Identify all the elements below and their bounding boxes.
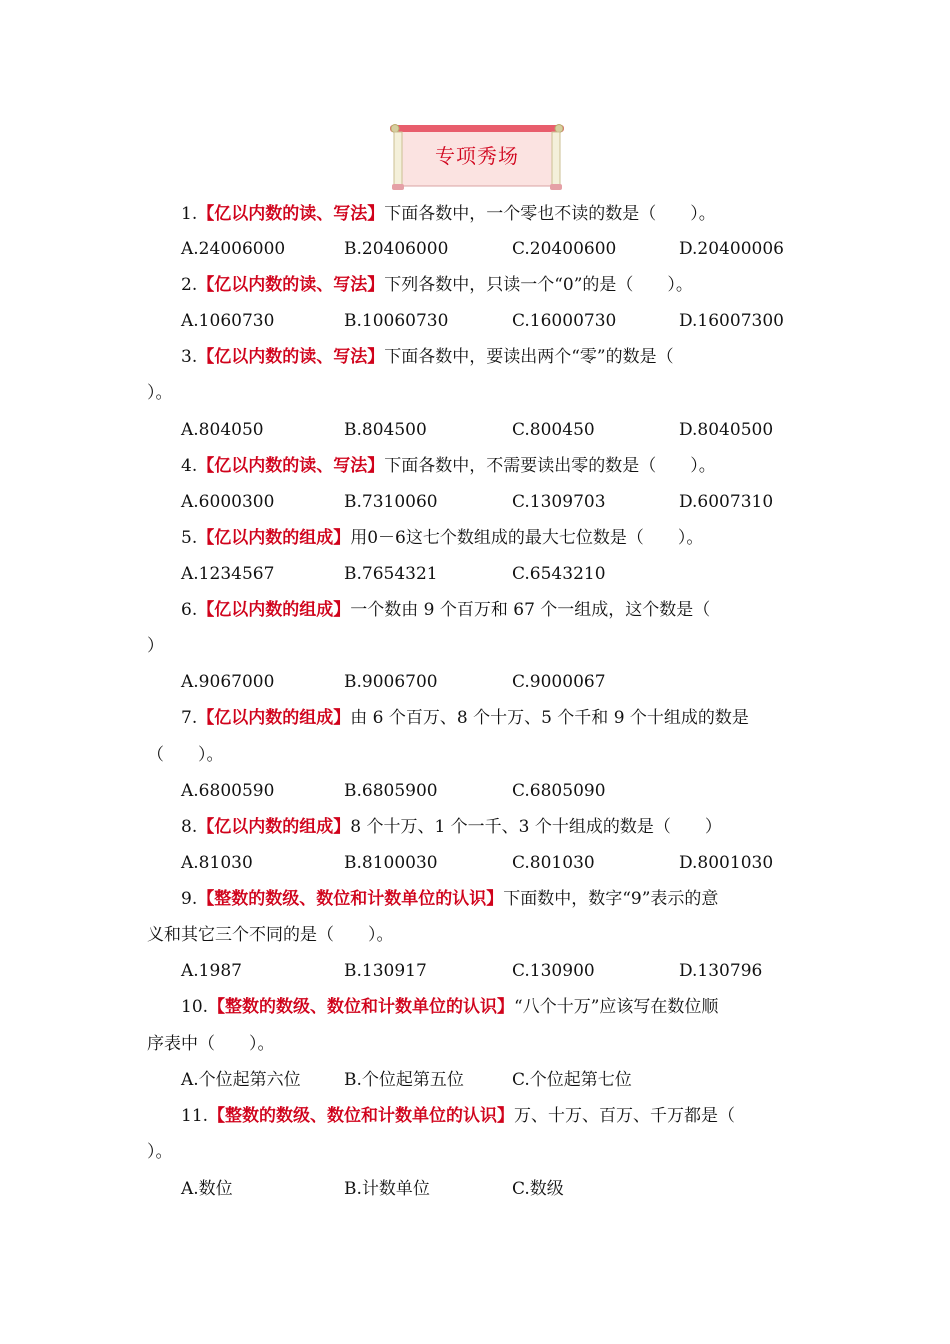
option-d: D.8040500 [679, 420, 774, 440]
options-7 [0, 773, 950, 809]
option-a: A.1234567 [181, 564, 275, 584]
option-a: A.数位 [181, 1179, 233, 1199]
option-b: B.7654321 [344, 564, 438, 584]
option-a: A.个位起第六位 [181, 1070, 301, 1090]
option-c: C.800450 [512, 420, 595, 440]
question-1: 1.【亿以内数的读、写法】下面各数中，一个零也不读的数是（ ）。 [181, 204, 716, 224]
option-b: B.6805900 [344, 781, 438, 801]
option-c: C.个位起第七位 [512, 1070, 632, 1090]
option-a: A.81030 [181, 853, 253, 873]
option-c: C.801030 [512, 853, 595, 873]
option-b: B.计数单位 [344, 1179, 430, 1199]
question-3-continued: ）。 [147, 383, 173, 403]
question-tag: 【亿以内数的组成】 [197, 600, 351, 620]
question-tag: 【亿以内数的读、写法】 [197, 347, 385, 367]
options-1 [0, 231, 950, 267]
option-c: C.20400600 [512, 239, 617, 259]
option-b: B.个位起第五位 [344, 1070, 464, 1090]
option-b: B.130917 [344, 961, 427, 981]
option-c: C.16000730 [512, 311, 617, 331]
options-6 [0, 664, 950, 700]
option-d: D.8001030 [679, 853, 774, 873]
options-10 [0, 1062, 950, 1098]
option-b: B.8100030 [344, 853, 438, 873]
options-2 [0, 303, 950, 339]
question-4: 4.【亿以内数的读、写法】下面各数中，不需要读出零的数是（ ）。 [181, 456, 716, 476]
options-8 [0, 845, 950, 881]
option-c: C.9000067 [512, 672, 606, 692]
question-7: 7.【亿以内数的组成】由 6 个百万、8 个十万、5 个千和 9 个十组成的数是 [181, 708, 749, 728]
option-a: A.804050 [181, 420, 264, 440]
option-d: D.6007310 [679, 492, 774, 512]
question-11: 11.【整数的数级、数位和计数单位的认识】万、十万、百万、千万都是（ [181, 1106, 736, 1126]
option-a: A.9067000 [181, 672, 275, 692]
question-2: 2.【亿以内数的读、写法】下列各数中，只读一个“0”的是（ ）。 [181, 275, 693, 295]
option-d: D.130796 [679, 961, 763, 981]
option-c: C.6805090 [512, 781, 606, 801]
option-a: A.1060730 [181, 311, 275, 331]
option-c: C.1309703 [512, 492, 606, 512]
option-c: C.130900 [512, 961, 595, 981]
options-3 [0, 412, 950, 448]
option-b: B.804500 [344, 420, 427, 440]
question-7-continued: （ ）。 [147, 745, 224, 765]
question-tag: 【亿以内数的组成】 [197, 708, 351, 728]
question-tag: 【整数的数级、数位和计数单位的认识】 [208, 1106, 515, 1126]
option-b: B.7310060 [344, 492, 438, 512]
question-tag: 【亿以内数的组成】 [197, 817, 351, 837]
section-banner [388, 122, 566, 194]
question-10-continued: 序表中（ ）。 [147, 1034, 275, 1054]
question-10: 10.【整数的数级、数位和计数单位的认识】“八个十万”应该写在数位顺 [181, 997, 719, 1017]
question-9: 9.【整数的数级、数位和计数单位的认识】下面数中，数字“9”表示的意 [181, 889, 719, 909]
question-tag: 【亿以内数的读、写法】 [197, 204, 385, 224]
option-b: B.20406000 [344, 239, 449, 259]
option-d: D.16007300 [679, 311, 784, 331]
option-a: A.6000300 [181, 492, 275, 512]
question-3: 3.【亿以内数的读、写法】下面各数中，要读出两个“零”的数是（ [181, 347, 674, 367]
question-tag: 【亿以内数的组成】 [197, 528, 351, 548]
options-9 [0, 953, 950, 989]
question-tag: 【整数的数级、数位和计数单位的认识】 [208, 997, 515, 1017]
banner-title: 专项秀场 [435, 144, 519, 168]
option-d: D.20400006 [679, 239, 784, 259]
question-tag: 【亿以内数的读、写法】 [197, 456, 385, 476]
question-6: 6.【亿以内数的组成】一个数由 9 个百万和 67 个一组成，这个数是（ [181, 600, 711, 620]
options-11 [0, 1171, 950, 1207]
question-tag: 【亿以内数的读、写法】 [197, 275, 385, 295]
question-6-continued: ） [147, 636, 164, 656]
option-c: C.数级 [512, 1179, 564, 1199]
option-b: B.10060730 [344, 311, 449, 331]
options-5 [0, 556, 950, 592]
question-11-continued: ）。 [147, 1142, 173, 1162]
question-tag: 【整数的数级、数位和计数单位的认识】 [197, 889, 504, 909]
options-4 [0, 484, 950, 520]
option-a: A.6800590 [181, 781, 275, 801]
question-9-continued: 义和其它三个不同的是（ ）。 [147, 925, 394, 945]
option-c: C.6543210 [512, 564, 606, 584]
question-5: 5.【亿以内数的组成】用0－6这七个数组成的最大七位数是（ ）。 [181, 528, 704, 548]
option-a: A.24006000 [181, 239, 286, 259]
option-b: B.9006700 [344, 672, 438, 692]
question-8: 8.【亿以内数的组成】8 个十万、1 个一千、3 个十组成的数是（ ） [181, 817, 722, 837]
option-a: A.1987 [181, 961, 242, 981]
